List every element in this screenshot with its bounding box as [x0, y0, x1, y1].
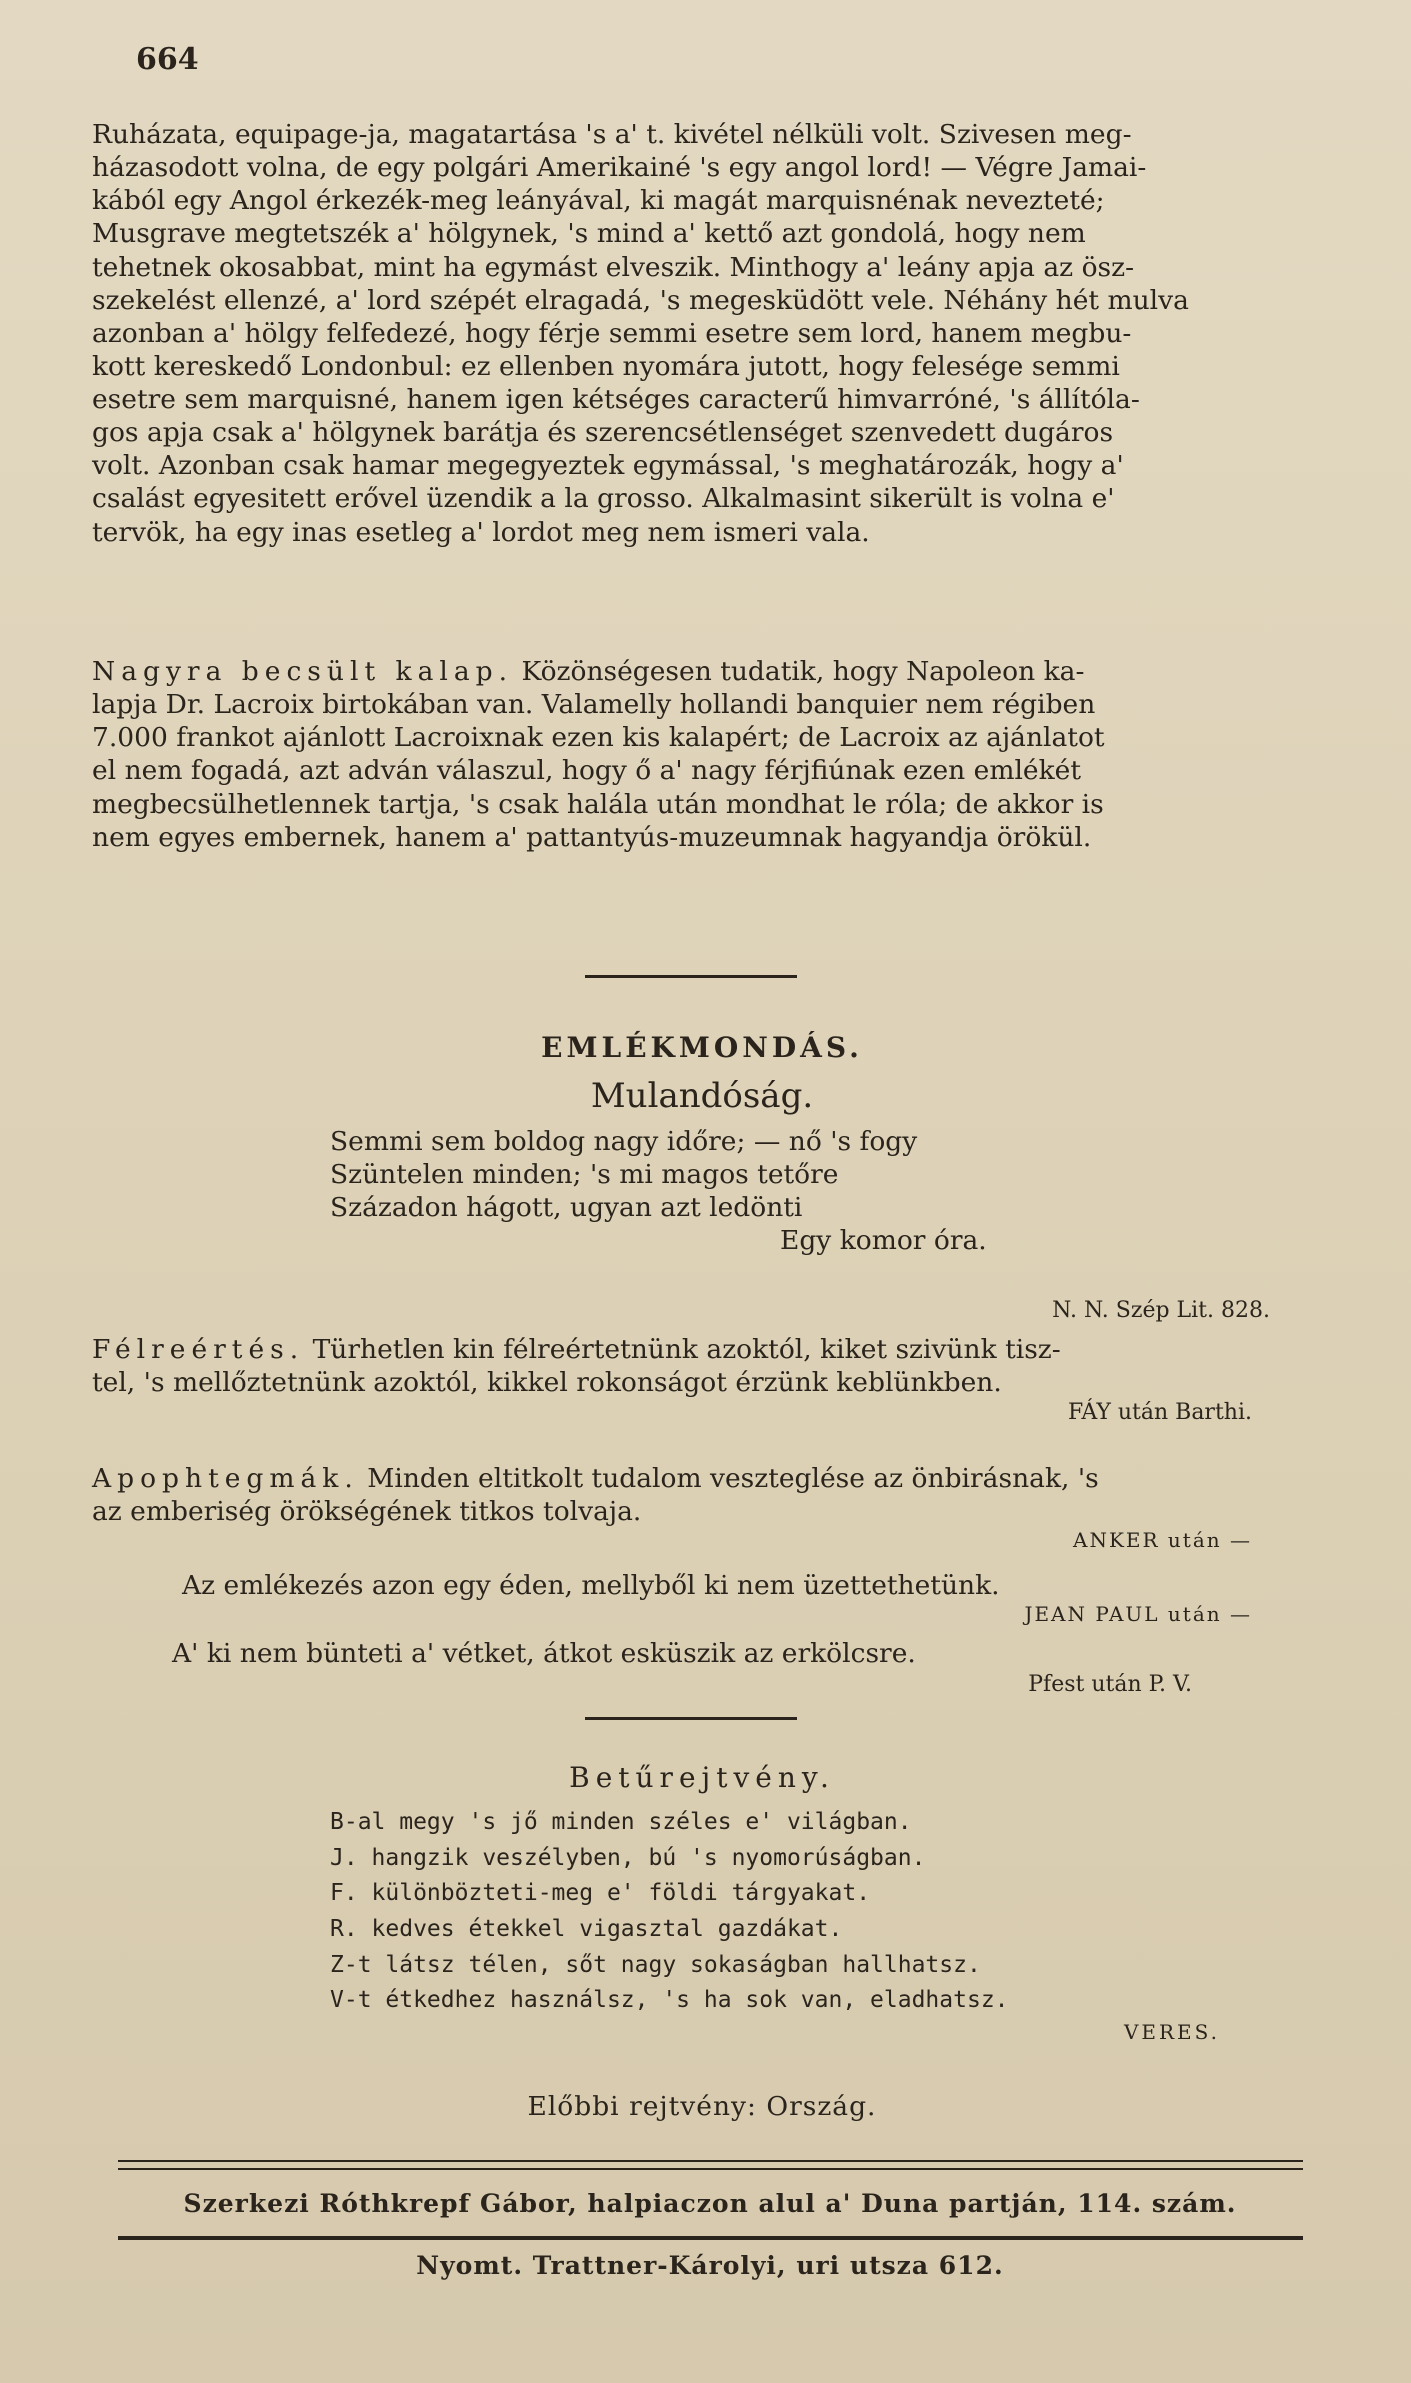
apophtegmak: [92, 1462, 1312, 1698]
article-1-line: kott kereskedő Londonbul: ez ellenben nyomára jutott, hogy felesége semmi: [92, 350, 1120, 382]
poem: [330, 1125, 1030, 1258]
emlek-subheading: Mulandóság.: [590, 1076, 814, 1116]
riddle-line-4: Z-t látsz télen, sőt nagy sokaságban hallhatsz.: [330, 1951, 981, 1978]
poem-line-3: Egy komor óra.: [780, 1225, 987, 1257]
article-1-line: kából egy Angol érkezék-meg leányával, ki magát marquisnénak nevezteté;: [92, 185, 1105, 217]
poem-line-1: Szüntelen minden; 's mi magos tetőre: [330, 1159, 839, 1191]
felreertes: [92, 1333, 1312, 1427]
article-1-line: volt. Azonban csak hamar megegyeztek egymással, 's meghatározák, hogy a': [92, 450, 1124, 482]
apoph-text-2: az emberiség örökségének titkos tolvaja.: [92, 1496, 642, 1528]
article-1-line: tehetnek okosabbat, mint ha egymást elveszik. Minthogy a' leány apja az ösz-: [92, 251, 1135, 283]
felreertes-line-1: [92, 1333, 1312, 1366]
divider-1: [585, 975, 797, 978]
apoph-text: Minden eltitkolt tudalom veszteglése az önbirásnak, 's: [367, 1463, 1099, 1494]
riddle-title: Betűrejtvény.: [569, 1761, 835, 1794]
article-2-first-line: [92, 655, 1312, 688]
article-2-line-0: Közönségesen tudatik, hogy Napoleon ka-: [521, 656, 1085, 687]
footer-printer: Nyomt. Trattner-Károlyi, uri utsza 612.: [416, 2251, 1004, 2280]
poem-line-0: Semmi sem boldog nagy időre; — nő 's fogy: [330, 1126, 918, 1157]
apoph-attr-2: JEAN PAUL után —: [1024, 1602, 1252, 1627]
article-1-line: Musgrave megtetszék a' hölgynek, 's mind a' kettő azt gondolá, hogy nem: [92, 218, 1086, 250]
divider-2: [585, 1717, 797, 1720]
riddle-author: VERES.: [1123, 2020, 1220, 2044]
article-1: [92, 118, 1312, 549]
footer-rule-3: [118, 2236, 1303, 2240]
apoph-quote-3: A' ki nem bünteti a' vétket, átkot esküszik az erkölcsre.: [172, 1638, 916, 1670]
apoph-attr-3: Pfest után P. V.: [1028, 1671, 1192, 1697]
apoph-line-1: [92, 1462, 1312, 1495]
felreertes-text-2: tel, 's mellőztetnünk azoktól, kikkel rokonságot érzünk keblünkben.: [92, 1367, 1002, 1399]
page-number: 664: [136, 42, 199, 77]
felreertes-text: Türhetlen kin félreértetnünk azoktól, kiket szivünk tisz-: [312, 1334, 1061, 1365]
article-1-lines: [92, 118, 1312, 549]
riddle-line-5: V-t étkedhez használsz, 's ha sok van, eladhatsz.: [330, 1987, 1009, 2014]
apoph-title: Apophtegmák.: [92, 1463, 359, 1494]
apoph-quote-2: Az emlékezés azon egy éden, mellyből ki nem üzettethetünk.: [182, 1570, 1000, 1602]
riddle-lines: [330, 1805, 1130, 2019]
previous-riddle: Előbbi rejtvény: Ország.: [527, 2091, 877, 2122]
footer-editor: Szerkezi Róthkrepf Gábor, halpiaczon alul a' Duna partján, 114. szám.: [183, 2189, 1237, 2218]
apoph-attr-1: ANKER után —: [1073, 1528, 1252, 1553]
article-1-line: házasodott volna, de egy polgári Amerikainé 's egy angol lord! — Végre Jamai-: [92, 152, 1147, 184]
article-2-line: lapja Dr. Lacroix birtokában van. Valamelly hollandi banquier nem régiben: [92, 689, 1096, 721]
article-1-line: azonban a' hölgy felfedezé, hogy férje semmi esetre sem lord, hanem megbu-: [92, 317, 1132, 349]
article-1-line: szekelést ellenzé, a' lord szépét elragadá, 's megesküdött vele. Néhány hét mulva: [92, 284, 1189, 316]
emlek-heading: EMLÉKMONDÁS.: [541, 1031, 863, 1064]
riddle-line-2: F. különbözteti-meg e' földi tárgyakat.: [330, 1880, 871, 1907]
article-2-line: el nem fogadá, azt adván válaszul, hogy ő a' nagy férjfiúnak ezen emlékét: [92, 755, 1082, 787]
article-2-line: nem egyes embernek, hanem a' pattantyús-muzeumnak hagyandja örökül.: [92, 821, 1092, 853]
article-2-line: 7.000 frankot ajánlott Lacroixnak ezen kis kalapért; de Lacroix az ajánlatot: [92, 722, 1105, 754]
riddle-line-3: R. kedves étekkel vigasztal gazdákat.: [330, 1915, 843, 1942]
article-1-line: gos apja csak a' hölgynek barátja és szerencsétlenséget szenvedett dugáros: [92, 417, 1114, 449]
article-2-title: Nagyra becsült kalap.: [92, 656, 514, 687]
footer-rule-2: [118, 2168, 1303, 2170]
felreertes-title: Félreértés.: [92, 1334, 305, 1365]
article-2-line: megbecsülhetlennek tartja, 's csak halála után mondhat le róla; de akkor is: [92, 788, 1104, 820]
felreertes-attribution: FÁY után Barthi.: [1068, 1400, 1252, 1426]
article-1-line: Ruházata, equipage-ja, magatartása 's a' t. kivétel nélküli volt. Szivesen meg-: [92, 119, 1132, 150]
riddle-line-1: J. hangzik veszélyben, bú 's nyomorúságban.: [330, 1844, 926, 1871]
article-2: [92, 655, 1312, 854]
article-1-line: esetre sem marquisné, hanem igen kétséges caracterű himvarróné, 's állítóla-: [92, 384, 1140, 415]
article-1-line: tervök, ha egy inas esetleg a' lordot meg nem ismeri vala.: [92, 516, 870, 548]
article-1-line: csalást egyesitett erővel üzendik a la grosso. Alkalmasint sikerült is volna e': [92, 483, 1115, 515]
riddle-line-0: B-al megy 's jő minden széles e' világban.: [330, 1809, 912, 1835]
footer-rule-1: [118, 2160, 1303, 2162]
article-2-lines: [92, 688, 1312, 854]
poem-line-2: Századon hágott, ugyan azt ledönti: [330, 1192, 803, 1224]
poem-source: N. N. Szép Lit. 828.: [1052, 1298, 1270, 1323]
